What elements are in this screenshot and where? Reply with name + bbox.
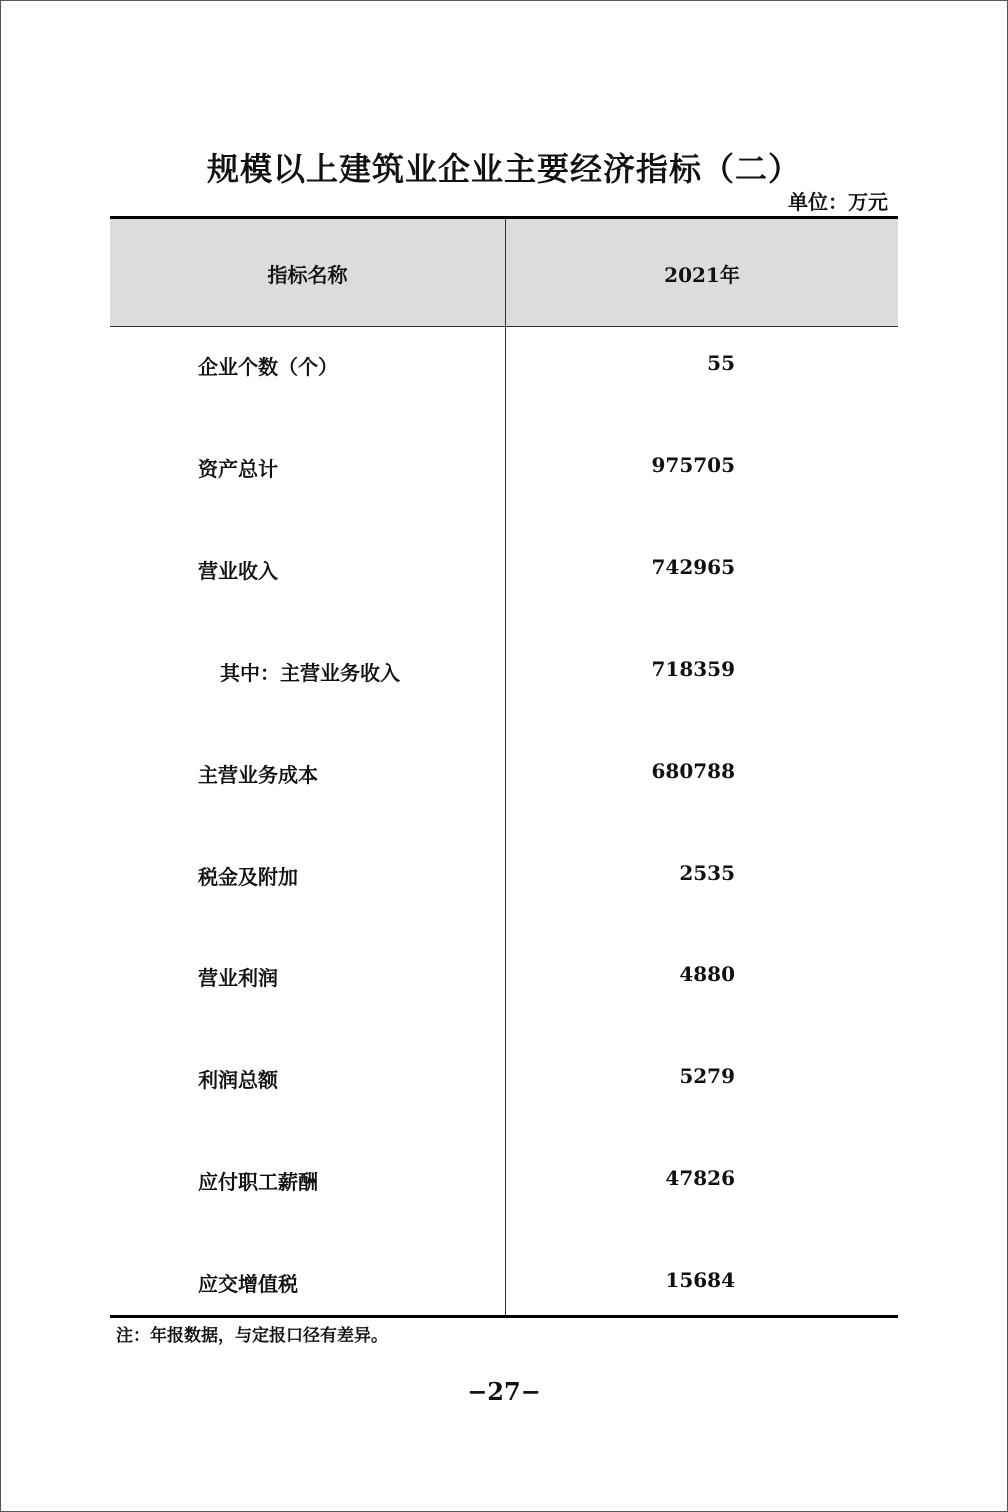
row-value: 742965: [651, 555, 735, 579]
row-name: 营业利润: [198, 966, 278, 990]
row-value: 15684: [665, 1268, 735, 1292]
row-name: 企业个数（个）: [198, 355, 338, 379]
row-value: 4880: [679, 962, 735, 986]
table-header: [110, 219, 898, 327]
row-value: 47826: [665, 1166, 735, 1190]
row-name: 主营业务成本: [198, 763, 318, 787]
row-value: 718359: [651, 657, 735, 681]
indicator-table: [110, 216, 898, 1318]
header-indicator-name: 指标名称: [267, 263, 348, 287]
row-name: 资产总计: [198, 457, 278, 481]
row-value: 975705: [651, 453, 735, 477]
header-year: 2021年: [664, 263, 740, 287]
row-name: 利润总额: [198, 1068, 278, 1092]
unit-label: 单位：万元: [788, 190, 888, 214]
table-row: [110, 861, 898, 901]
row-name: 应付职工薪酬: [198, 1170, 318, 1194]
table-row: [110, 1268, 898, 1308]
row-value: 680788: [651, 759, 735, 783]
table-row: [110, 555, 898, 595]
table-row: [110, 1166, 898, 1206]
table-row: [110, 759, 898, 799]
row-value: 55: [707, 351, 735, 375]
table-row: [110, 1064, 898, 1104]
row-name: 营业收入: [198, 559, 278, 583]
row-name: 其中：主营业务收入: [220, 661, 400, 685]
row-value: 5279: [679, 1064, 735, 1088]
row-name: 应交增值税: [198, 1272, 298, 1296]
row-name: 税金及附加: [198, 865, 298, 889]
footnote: 注：年报数据，与定报口径有差异。: [116, 1326, 388, 1346]
table-row: [110, 453, 898, 493]
page-number: −27−: [467, 1377, 541, 1406]
table-row: [110, 962, 898, 1002]
row-value: 2535: [679, 861, 735, 885]
table-row: [110, 657, 898, 697]
page-title: 规模以上建筑业企业主要经济指标（二）: [206, 150, 801, 188]
table-row: [110, 351, 898, 391]
